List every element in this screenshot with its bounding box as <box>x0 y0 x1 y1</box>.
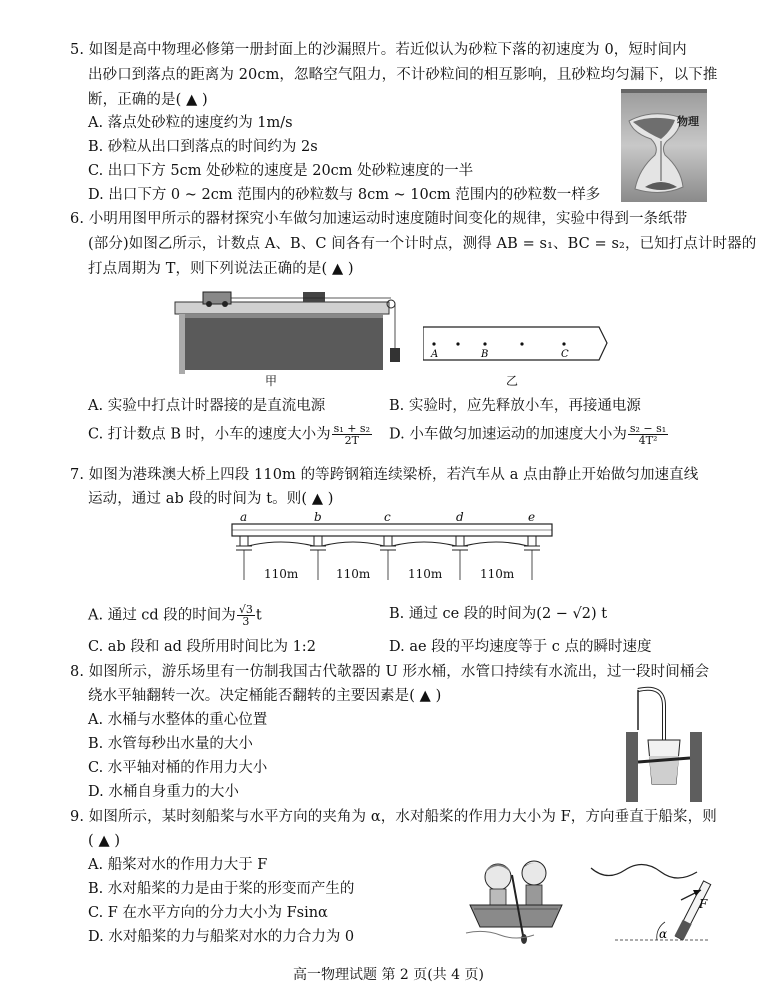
q6-option-d[interactable] <box>389 423 669 446</box>
span-label-de: 110m <box>480 567 515 581</box>
q6-option-d-text: D. 小车做匀加速运动的加速度大小为 <box>389 426 627 443</box>
q7-option-b[interactable]: B. 通过 ce 段的时间为(2 − √2) t <box>389 606 608 622</box>
bridge-figure <box>226 510 556 586</box>
span-label-ab: 110m <box>264 567 299 581</box>
span-label-cd: 110m <box>408 567 443 581</box>
q9-line-1: 9. 如图所示，某时刻船桨与水平方向的夹角为 α，水对船桨的作用力大小为 F，方向垂直于船桨，则 <box>70 809 717 825</box>
q7-option-a-fraction <box>237 604 255 627</box>
q6-option-c-fraction <box>332 423 372 446</box>
q6-option-c-text: C. 打计数点 B 时，小车的速度大小为 <box>88 426 331 443</box>
q6-option-a[interactable]: A. 实验中打点计时器接的是直流电源 <box>88 398 326 414</box>
q6-line-1: 6. 小明用图甲所示的器材探究小车做匀加速运动时速度随时间变化的规律，实验中得到一条纸带 <box>70 211 688 227</box>
q5-line-1: 5. 如图是高中物理必修第一册封面上的沙漏照片。若近似认为砂粒下落的初速度为 0，短时间内 <box>70 42 687 58</box>
q6-option-d-fraction <box>628 423 668 446</box>
figure-label-yi: 乙 <box>506 374 519 388</box>
water-bucket-figure <box>618 686 710 804</box>
q9-option-d[interactable]: D. 水对船桨的力与船桨对水的力合力为 0 <box>88 929 355 945</box>
bridge-point-b: b <box>314 510 322 524</box>
q6-option-c[interactable] <box>88 423 373 446</box>
q7-option-a-numerator: √3 <box>238 603 253 616</box>
book-title: 物理 <box>677 115 699 128</box>
q7-option-d[interactable]: D. ae 段的平均速度等于 c 点的瞬时速度 <box>389 639 652 655</box>
q5-option-b[interactable]: B. 砂粒从出口到落点的时间约为 2s <box>88 139 318 155</box>
q5-line-2: 出砂口到落点的距离为 20cm，忽略空气阻力，不计砂粒间的相互影响，且砂粒均匀漏下，以下推 <box>88 67 718 83</box>
q9-option-b[interactable]: B. 水对船桨的力是由于桨的形变而产生的 <box>88 881 355 897</box>
q8-line-2: 绕水平轴翻转一次。决定桶能否翻转的主要因素是( ▲ ) <box>88 688 442 704</box>
q7-option-c[interactable]: C. ab 段和 ad 段所用时间比为 1:2 <box>88 639 316 655</box>
angle-label-alpha: α <box>659 927 668 941</box>
paper-tape-figure <box>423 323 613 365</box>
bridge-point-e: e <box>528 510 536 524</box>
tape-point-b: B <box>481 349 489 360</box>
q8-line-1: 8. 如图所示，游乐场里有一仿制我国古代欹器的 U 形水桶，水管口持续有水流出，过一段时间桶会 <box>70 664 710 680</box>
q9-line-2: ( ▲ ) <box>88 833 121 849</box>
figure-label-jia: 甲 <box>265 374 278 388</box>
q7-line-1: 7. 如图为港珠澳大桥上四段 110m 的等跨钢箱连续梁桥，若汽车从 a 点由静止开始做匀加速直线 <box>70 467 699 483</box>
q7-option-a[interactable] <box>88 604 262 627</box>
tape-point-a: A <box>431 349 439 360</box>
q8-option-a[interactable]: A. 水桶与水整体的重心位置 <box>88 712 268 728</box>
bridge-point-a: a <box>240 510 248 524</box>
bridge-point-c: c <box>384 510 391 524</box>
q8-option-d[interactable]: D. 水桶自身重力的大小 <box>88 784 239 800</box>
q6-option-c-numerator: s₁ + s₂ <box>333 422 370 435</box>
q7-line-2: 运动，通过 ab 段的时间为 t。则( ▲ ) <box>88 491 334 507</box>
span-label-bc: 110m <box>336 567 371 581</box>
q6-option-d-numerator: s₂ − s₁ <box>629 422 667 435</box>
q7-option-a-text: A. 通过 cd 段的时间为 <box>88 607 236 624</box>
q8-option-c[interactable]: C. 水平轴对桶的作用力大小 <box>88 760 268 776</box>
q5-option-a[interactable]: A. 落点处砂粒的速度约为 1m/s <box>88 115 293 131</box>
bridge-point-d: d <box>456 510 464 524</box>
cart-apparatus-figure <box>173 284 405 380</box>
q7-option-a-suffix: t <box>255 607 262 624</box>
q6-option-c-denominator: 2T <box>344 434 359 447</box>
q6-line-3: 打点周期为 T，则下列说法正确的是( ▲ ) <box>88 261 354 277</box>
rowing-boat-figure <box>464 855 568 945</box>
q8-option-b[interactable]: B. 水管每秒出水量的大小 <box>88 736 253 752</box>
q6-option-d-denominator: 4T² <box>638 434 658 447</box>
q9-option-a[interactable]: A. 船桨对水的作用力大于 F <box>88 857 268 873</box>
oar-force-diagram <box>585 848 715 946</box>
q6-option-b[interactable]: B. 实验时，应先释放小车，再接通电源 <box>389 398 641 414</box>
q5-option-d[interactable]: D. 出口下方 0 ~ 2cm 范围内的砂粒数与 8cm ~ 10cm 范围内的砂粒数一样多 <box>88 187 601 203</box>
hourglass-book-cover-image <box>621 89 707 202</box>
page-footer: 高一物理试题 第 2 页(共 4 页) <box>293 967 484 983</box>
q5-option-c[interactable]: C. 出口下方 5cm 处砂粒的速度是 20cm 处砂粒速度的一半 <box>88 163 474 179</box>
q9-option-c[interactable]: C. F 在水平方向的分力大小为 Fsinα <box>88 905 328 921</box>
force-label-f: F <box>699 897 708 911</box>
q6-line-2: (部分)如图乙所示，计数点 A、B、C 间各有一个计时点，测得 AB = s₁、BC = s₂，已知打点计时器的 <box>88 236 757 252</box>
q5-line-3: 断，正确的是( ▲ ) <box>88 92 208 108</box>
tape-point-c: C <box>561 349 569 360</box>
q7-option-a-denominator: 3 <box>242 615 250 628</box>
